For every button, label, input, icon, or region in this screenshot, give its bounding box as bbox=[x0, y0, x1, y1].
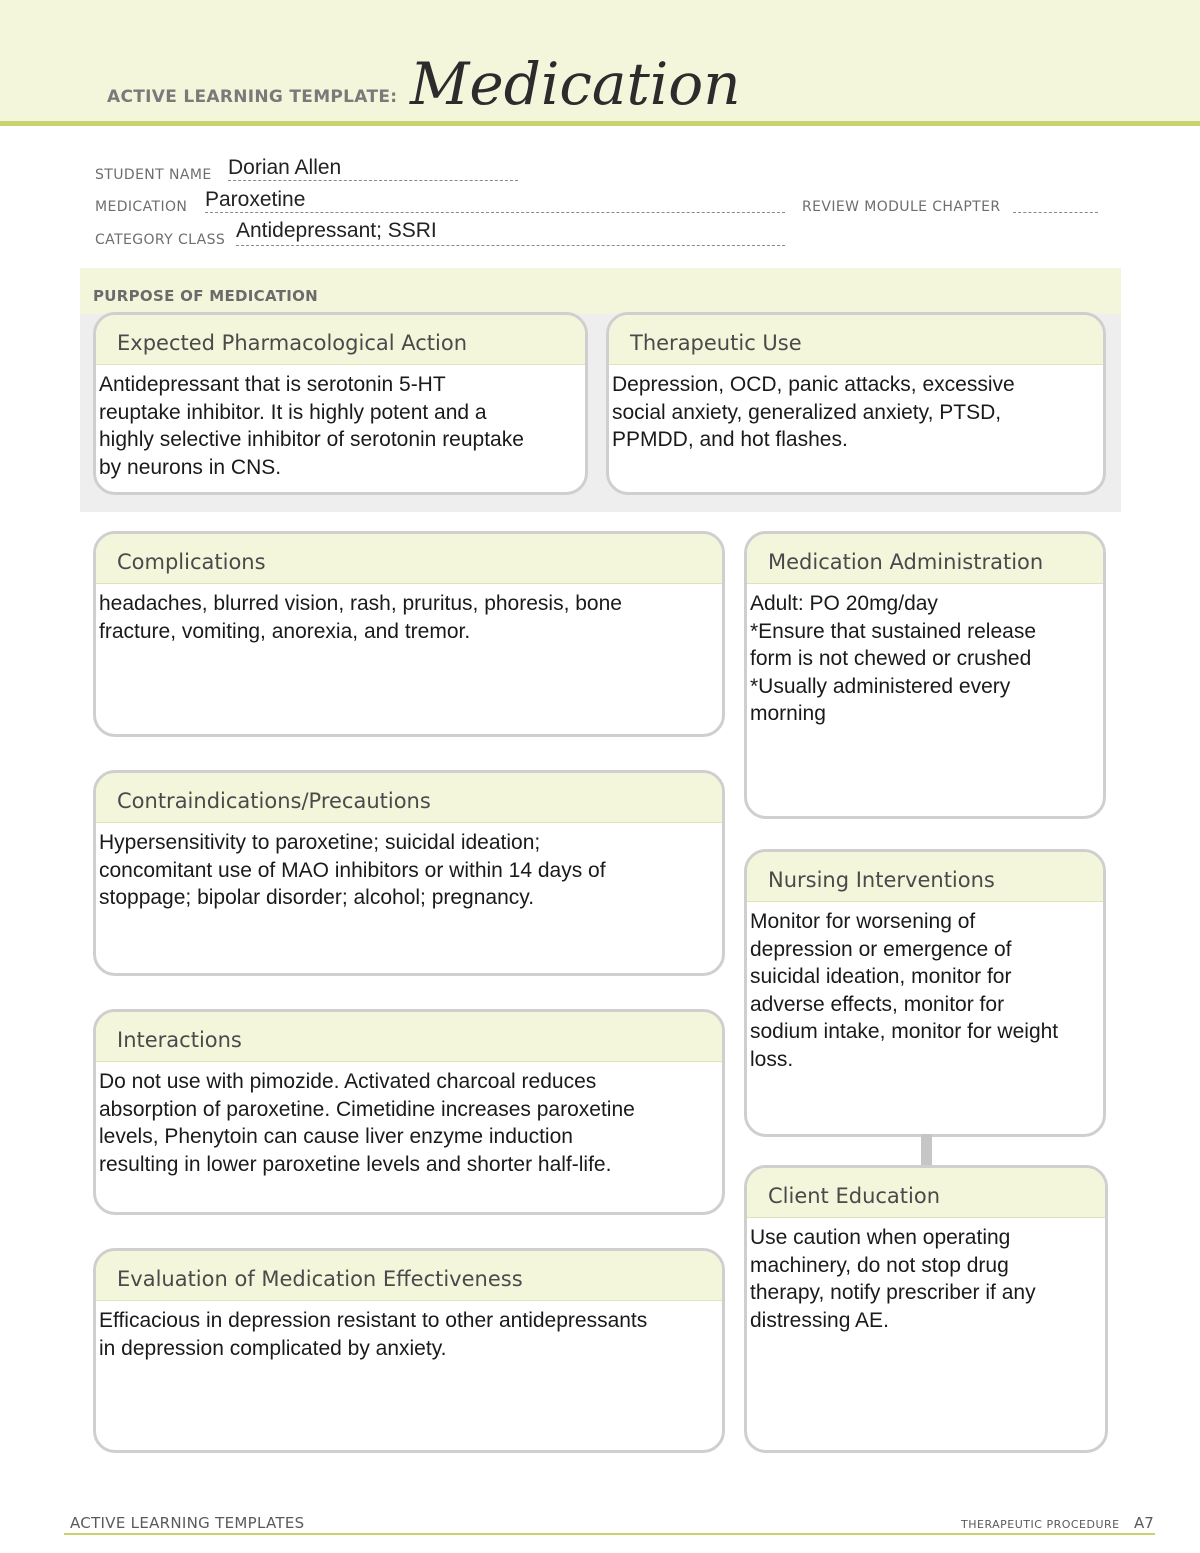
review-module-field[interactable] bbox=[1013, 212, 1098, 213]
student-name-line bbox=[228, 180, 518, 181]
medication-line bbox=[205, 212, 785, 213]
purpose-label: PURPOSE OF MEDICATION bbox=[93, 287, 319, 305]
card-administration-title: Medication Administration bbox=[747, 534, 1103, 584]
card-nursing-title: Nursing Interventions bbox=[747, 852, 1103, 902]
card-expected-action bbox=[93, 312, 588, 495]
card-nursing bbox=[744, 849, 1106, 1137]
card-complications-title: Complications bbox=[96, 534, 722, 584]
student-name-field[interactable]: Dorian Allen bbox=[228, 156, 342, 179]
footer-page-number: A7 bbox=[1134, 1514, 1154, 1532]
page-title: Medication bbox=[410, 50, 741, 118]
medication-label: MEDICATION bbox=[95, 199, 188, 215]
card-administration-body[interactable]: Adult: PO 20mg/day *Ensure that sustained release form is not chewed or crushed *Usually administered every morning bbox=[750, 592, 1037, 725]
card-evaluation-body[interactable]: Efficacious in depression resistant to other antidepressants in depression complicated by anxiety. bbox=[99, 1309, 648, 1360]
template-label: ACTIVE LEARNING TEMPLATE: bbox=[107, 87, 398, 107]
footer-right: THERAPEUTIC PROCEDURE bbox=[961, 1518, 1120, 1531]
card-therapeutic-use-body[interactable]: Depression, OCD, panic attacks, excessive social anxiety, generalized anxiety, PTSD, PPMDD, and hot flashes. bbox=[612, 373, 1015, 451]
category-class-line bbox=[236, 245, 785, 246]
medication-field[interactable]: Paroxetine bbox=[205, 188, 306, 211]
card-complications-body[interactable]: headaches, blurred vision, rash, pruritus, phoresis, bone fracture, vomiting, anorexia, and tremor. bbox=[99, 592, 622, 643]
card-nursing-body[interactable]: Monitor for worsening of depression or emergence of suicidal ideation, monitor for adverse effects, monitor for sodium intake, monitor for weight loss. bbox=[750, 910, 1059, 1071]
footer-divider bbox=[64, 1533, 1155, 1535]
card-interactions-title: Interactions bbox=[96, 1012, 722, 1062]
category-class-field[interactable]: Antidepressant; SSRI bbox=[236, 219, 437, 242]
card-complications bbox=[93, 531, 725, 737]
footer-left: ACTIVE LEARNING TEMPLATES bbox=[70, 1514, 305, 1532]
card-connector bbox=[921, 1134, 932, 1167]
card-administration bbox=[744, 531, 1106, 819]
card-client-education-title: Client Education bbox=[747, 1168, 1105, 1218]
header-divider bbox=[0, 121, 1200, 126]
card-expected-action-body[interactable]: Antidepressant that is serotonin 5-HT reuptake inhibitor. It is highly potent and a highly selective inhibitor of serotonin reuptake by neurons in CNS. bbox=[99, 373, 524, 479]
card-interactions bbox=[93, 1009, 725, 1215]
card-interactions-body[interactable]: Do not use with pimozide. Activated charcoal reduces absorption of paroxetine. Cimetidine increases paroxetine levels, Phenytoin can cause liver enzyme induction resulting in lower paroxetine levels and shorter half-life. bbox=[99, 1070, 635, 1176]
card-client-education bbox=[744, 1165, 1108, 1453]
card-expected-action-title: Expected Pharmacological Action bbox=[96, 315, 585, 365]
student-name-label: STUDENT NAME bbox=[95, 167, 212, 183]
card-evaluation-title: Evaluation of Medication Effectiveness bbox=[96, 1251, 722, 1301]
card-client-education-body[interactable]: Use caution when operating machinery, do not stop drug therapy, notify prescriber if any distressing AE. bbox=[750, 1226, 1036, 1332]
card-contraindications-body[interactable]: Hypersensitivity to paroxetine; suicidal ideation; concomitant use of MAO inhibitors or within 14 days of stoppage; bipolar disorder; alcohol; pregnancy. bbox=[99, 831, 606, 909]
card-evaluation bbox=[93, 1248, 725, 1453]
review-module-label: REVIEW MODULE CHAPTER bbox=[802, 199, 1001, 215]
card-therapeutic-use bbox=[606, 312, 1106, 495]
card-contraindications bbox=[93, 770, 725, 976]
category-class-label: CATEGORY CLASS bbox=[95, 232, 226, 248]
card-contraindications-title: Contraindications/Precautions bbox=[96, 773, 722, 823]
card-therapeutic-use-title: Therapeutic Use bbox=[609, 315, 1103, 365]
